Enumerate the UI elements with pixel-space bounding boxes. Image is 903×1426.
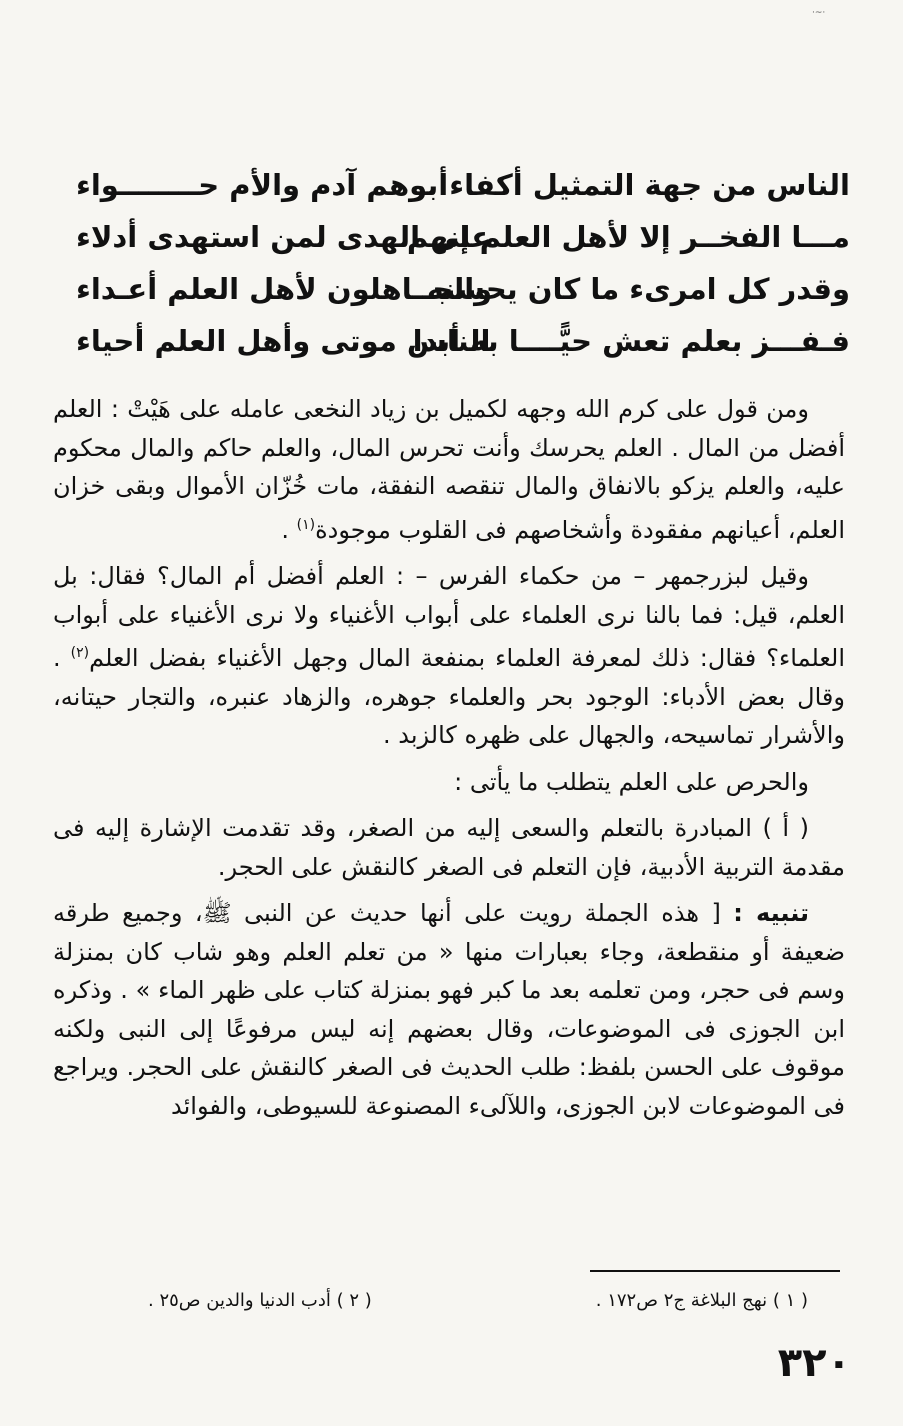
verse-second-hemistich: على الهدى لمن استهدى أدلاء (76, 220, 492, 254)
paragraph-text-end: . (281, 515, 297, 544)
paragraph-text: وقيل لبزرجمهر – من حكماء الفرس – : العلم أفضل أم المال؟ فقال: بل العلم، قيل: فما بالنا نرى العلماء على أبواب الأغنياء ولا نرى الأغنياء على أبواب العلماء؟ فقال: ذلك لمعرفة العلماء بمنفعة المال وجهل الأغنياء بفضل العلم (53, 562, 845, 672)
verse-first-hemistich: فـفـــز بعلم تعش حيًّــــا به أبدا (412, 324, 850, 358)
poem-verse (40, 168, 860, 220)
body-text (53, 390, 845, 1133)
poem-verse (40, 272, 860, 324)
scan-speck: ·~· (812, 8, 826, 18)
paragraph-ali-saying (53, 390, 845, 549)
footnote-ref-2: (٢) (70, 645, 90, 661)
paragraph-text-end: . وقال بعض الأدباء: الوجود بحر والعلماء جوهره، والزهاد عنبره، والتجار حيتانه، والأشرار تماسيحه، والجهال على ظهره كالزبد . (53, 644, 845, 749)
footnote-1: ( ١ ) نهج البلاغة ج٢ ص١٧٢ . (595, 1290, 808, 1311)
footnote-2: ( ٢ ) أدب الدنيا والدين ص٢٥ . (148, 1290, 372, 1311)
footnote-divider (590, 1270, 840, 1272)
note-text: [ هذه الجملة رويت على أنها حديث عن النبى ﷺ، وجميع طرقه ضعيفة أو منقطعة، وجاء بعبارات منها « من تعلم العلم وهو شاب كان بمنزلة وسم فى حجر، ومن تعلمه بعد ما كبر فهو بمنزلة كتاب على ظهر الماء » . وذكره ابن الجوزى فى الموضوعات، وقال بعضهم إنه ليس مرفوعًا إلى النبى ولكنه موقوف على الحسن بلفظ: طلب الحديث فى الصغر كالنقش على الحجر. ويراجع فى الموضوعات لابن الجوزى، واللآلىء المصنوعة للسيوطى، والفوائد (53, 899, 845, 1120)
verse-first-hemistich: وقدر كل امرىء ما كان يحسنه (426, 272, 850, 306)
verse-second-hemistich: أبوهم آدم والأم حــــــــواء (76, 168, 449, 202)
verse-second-hemistich: والجــاهلون لأهل العلم أعـداء (76, 272, 493, 306)
paragraph-requirements: والحرص على العلم يتطلب ما يأتى : (454, 767, 809, 796)
paragraph-bozorgmehr (53, 557, 845, 755)
paragraph-item-a: ( أ ) المبادرة بالتعلم والسعى إليه من الصغر، وقد تقدمت الإشارة إليه فى مقدمة التربية الأدبية، فإن التعلم فى الصغر كالنقش على الحجر. (53, 814, 845, 881)
verse-first-hemistich: مـــا الفخــر إلا لأهل العلم إنهم (406, 220, 850, 254)
verse-second-hemistich: الناس موتى وأهل العلم أحياء (76, 324, 491, 358)
note-label: تنبيه : (733, 899, 809, 927)
page-number: ٣٢٠ (777, 1340, 851, 1386)
verse-first-hemistich: الناس من جهة التمثيل أكفاء (449, 168, 850, 202)
paragraph-text: ومن قول على كرم الله وجهه لكميل بن زياد النخعى عامله على هَيْتْ : العلم أفضل من المال . العلم يحرسك وأنت تحرس المال، والعلم حاكم والمال محكوم عليه، والعلم يزكو بالانفاق والمال تنقصه النفقة، مات خُزّان الأموال وبقى خزان العلم، أعيانهم مفقودة وأشخاصهم فى القلوب موجودة (53, 395, 845, 544)
poem-verse (40, 324, 860, 376)
poem-verse (40, 220, 860, 272)
paragraph-note (53, 894, 845, 1125)
footnote-ref-1: (١) (296, 516, 316, 533)
poem (40, 168, 860, 376)
